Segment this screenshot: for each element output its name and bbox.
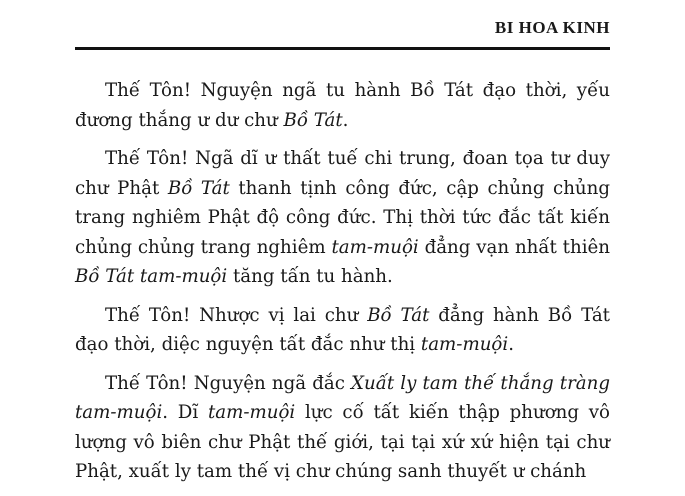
text-run: đẳng vạn nhất thiên bbox=[418, 236, 610, 258]
running-header-title: BI HOA KINH bbox=[494, 18, 610, 37]
italic-term: tam-muội bbox=[207, 402, 296, 423]
paragraph-2 bbox=[75, 144, 610, 292]
paragraph-3 bbox=[75, 301, 610, 360]
italic-term: Bồ Tát tam-muội bbox=[75, 266, 228, 287]
text-run: thanh tịnh công đức, cập chủng chủng trang nghiêm Phật độ công đức. Thị thời tức đắc tất kiến chủng chủng trang nghiêm bbox=[75, 177, 610, 258]
body-text bbox=[75, 76, 610, 496]
text-run: Thế Tôn! Nguyện ngã đắc bbox=[105, 372, 352, 394]
italic-term: Xuất ly tam thế thắng tràng tam-muội bbox=[75, 372, 610, 423]
italic-term: tam-muội bbox=[331, 236, 419, 258]
header-rule bbox=[75, 47, 610, 50]
text-run: tăng tấn tu hành. bbox=[227, 266, 393, 287]
text-run: Thế Tôn! Nhược vị lai chư bbox=[105, 304, 368, 326]
text-run: đẳng hành Bồ Tát đạo thời, diệc nguyện tất đắc như thị bbox=[75, 304, 610, 355]
italic-term: Bồ Tát bbox=[367, 304, 430, 326]
paragraph-4 bbox=[75, 369, 610, 487]
paragraph-1 bbox=[75, 76, 610, 135]
text-run: . bbox=[508, 334, 514, 355]
italic-term: tam-muội bbox=[420, 334, 509, 355]
italic-term: Bồ Tát bbox=[167, 177, 230, 199]
italic-term: Bồ Tát bbox=[283, 109, 343, 131]
text-run: . bbox=[342, 109, 349, 131]
text-run: Thế Tôn! Nguyện ngã tu hành Bồ Tát đạo thời, yếu đương thắng ư dư chư bbox=[75, 80, 610, 131]
text-run: lực cố tất kiến thập phương vô lượng vô biên chư Phật thế giới, tại tại xứ xứ hiện tại chư Phật, xuất ly tam thế vị chư chúng sanh thuyết ư chánh bbox=[75, 402, 610, 482]
text-run: Thế Tôn! Ngã dĩ ư thất tuế chi trung, đoan tọa tư duy chư Phật bbox=[75, 148, 610, 199]
text-run: . Dĩ bbox=[162, 402, 208, 423]
